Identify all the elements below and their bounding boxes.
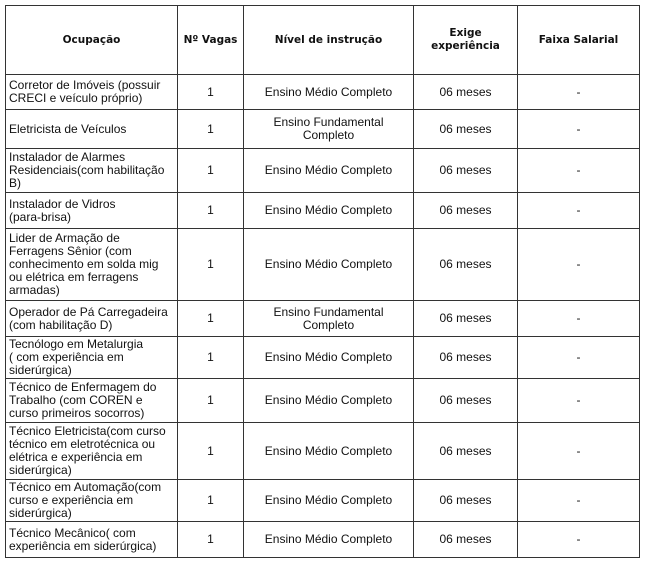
header-ocupacao: Ocupação [6, 6, 178, 75]
cell-ocupacao: Operador de Pá Carregadeira (com habilitação D) [6, 301, 178, 337]
cell-vagas: 1 [178, 301, 244, 337]
cell-ocupacao: Instalador de Vidros (para-brisa) [6, 193, 178, 229]
cell-ocupacao: Técnico em Automação(com curso e experiência em siderúrgica) [6, 480, 178, 522]
cell-faixa: - [518, 149, 640, 193]
table-row [6, 423, 640, 480]
table-row [6, 337, 640, 379]
cell-vagas: 1 [178, 110, 244, 149]
cell-vagas: 1 [178, 423, 244, 480]
header-row [6, 6, 640, 75]
cell-ocupacao: Lider de Armação de Ferragens Sênior (com conhecimento em solda mig ou elétrica em ferragens armadas) [6, 229, 178, 301]
cell-ocupacao: Técnico Eletricista(com curso técnico em eletrotécnica ou elétrica e experiência em siderúrgica) [6, 423, 178, 480]
table-row [6, 75, 640, 110]
header-faixa: Faixa Salarial [518, 6, 640, 75]
cell-experiencia: 06 meses [414, 379, 518, 423]
cell-ocupacao: Tecnólogo em Metalurgia ( com experiência em siderúrgica) [6, 337, 178, 379]
table-row [6, 229, 640, 301]
cell-nivel: Ensino Médio Completo [244, 522, 414, 558]
cell-nivel: Ensino Médio Completo [244, 149, 414, 193]
cell-faixa: - [518, 75, 640, 110]
table-row [6, 522, 640, 558]
table-row [6, 110, 640, 149]
cell-experiencia: 06 meses [414, 301, 518, 337]
cell-vagas: 1 [178, 522, 244, 558]
cell-faixa: - [518, 522, 640, 558]
cell-nivel: Ensino Médio Completo [244, 337, 414, 379]
cell-faixa: - [518, 379, 640, 423]
cell-faixa: - [518, 423, 640, 480]
table-row [6, 149, 640, 193]
cell-nivel: Ensino Médio Completo [244, 423, 414, 480]
cell-experiencia: 06 meses [414, 193, 518, 229]
cell-experiencia: 06 meses [414, 149, 518, 193]
cell-nivel: Ensino Médio Completo [244, 379, 414, 423]
cell-vagas: 1 [178, 149, 244, 193]
cell-faixa: - [518, 480, 640, 522]
cell-experiencia: 06 meses [414, 522, 518, 558]
header-vagas: Nº Vagas [178, 6, 244, 75]
table-row [6, 301, 640, 337]
cell-nivel: Ensino Médio Completo [244, 193, 414, 229]
cell-vagas: 1 [178, 337, 244, 379]
cell-faixa: - [518, 301, 640, 337]
cell-nivel: Ensino Médio Completo [244, 229, 414, 301]
cell-experiencia: 06 meses [414, 423, 518, 480]
cell-faixa: - [518, 229, 640, 301]
cell-nivel: Ensino Médio Completo [244, 75, 414, 110]
cell-ocupacao: Instalador de Alarmes Residenciais(com habilitação B) [6, 149, 178, 193]
cell-nivel: Ensino Fundamental Completo [244, 301, 414, 337]
cell-nivel: Ensino Fundamental Completo [244, 110, 414, 149]
cell-experiencia: 06 meses [414, 110, 518, 149]
cell-vagas: 1 [178, 75, 244, 110]
cell-vagas: 1 [178, 229, 244, 301]
cell-experiencia: 06 meses [414, 337, 518, 379]
cell-faixa: - [518, 337, 640, 379]
cell-experiencia: 06 meses [414, 75, 518, 110]
table-row [6, 193, 640, 229]
cell-vagas: 1 [178, 480, 244, 522]
cell-ocupacao: Eletricista de Veículos [6, 110, 178, 149]
header-nivel: Nível de instrução [244, 6, 414, 75]
cell-ocupacao: Técnico de Enfermagem do Trabalho (com COREN e curso primeiros socorros) [6, 379, 178, 423]
cell-vagas: 1 [178, 379, 244, 423]
cell-experiencia: 06 meses [414, 480, 518, 522]
cell-experiencia: 06 meses [414, 229, 518, 301]
cell-ocupacao: Técnico Mecânico( com experiência em siderúrgica) [6, 522, 178, 558]
table-row [6, 379, 640, 423]
job-openings-table [5, 5, 640, 558]
cell-faixa: - [518, 110, 640, 149]
cell-ocupacao: Corretor de Imóveis (possuir CRECI e veículo próprio) [6, 75, 178, 110]
cell-vagas: 1 [178, 193, 244, 229]
table-row [6, 480, 640, 522]
cell-nivel: Ensino Médio Completo [244, 480, 414, 522]
cell-faixa: - [518, 193, 640, 229]
header-experiencia: Exige experiência [414, 6, 518, 75]
